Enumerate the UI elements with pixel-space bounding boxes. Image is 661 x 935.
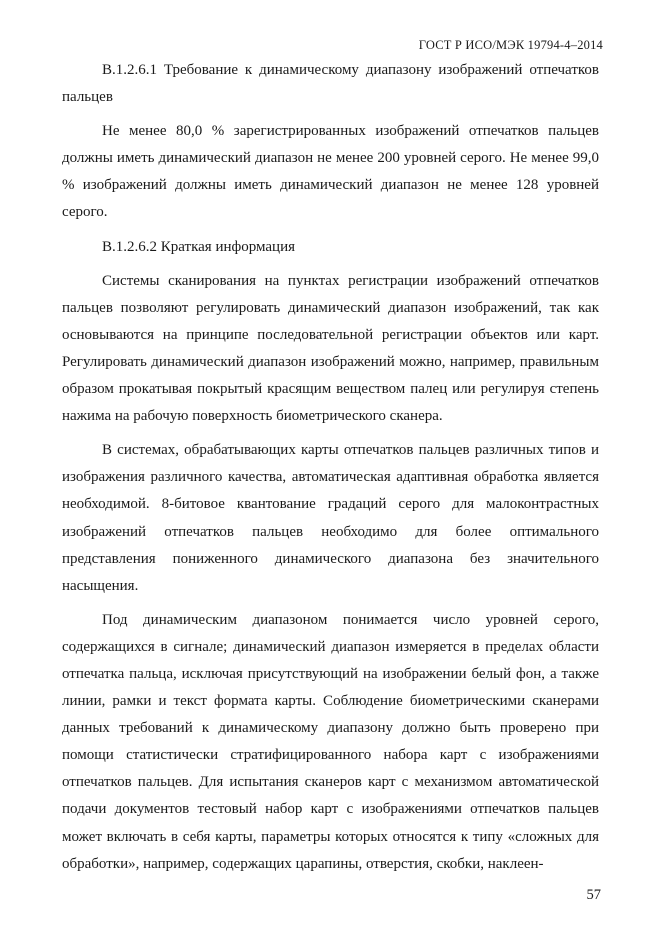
paragraph-scanning-systems: Системы сканирования на пунктах регистрации изображений отпечатков пальцев позволяют регулировать динамический диапазон изображений, так как основываются на принципе последовательной регистрации объектов или карт. Регулировать динамический диапазон изображений можно, например, правильным образом прокатывая покрытый красящим веществом палец или регулируя степень нажима на рабочую поверхность биометрического сканера. xyxy=(62,272,599,425)
document-body xyxy=(62,57,599,878)
section-heading-b1262: B.1.2.6.2 Краткая информация xyxy=(102,238,296,255)
page-number: 57 xyxy=(586,887,601,903)
paragraph-card-processing: В системах, обрабатывающих карты отпечатков пальцев различных типов и изображения различного качества, автоматическая адаптивная обработка является необходимой. 8-битовое квантование градаций серого для малоконтрастных изображений отпечатков пальцев необходимо для более оптимального представления пониженного динамического диапазона без значительного насыщения. xyxy=(62,442,599,594)
section-heading-b1261: B.1.2.6.1 Требование к динамическому диапазону изображений отпечатков пальцев xyxy=(62,62,599,106)
document-header: ГОСТ Р ИСО/МЭК 19794-4–2014 xyxy=(418,38,603,52)
paragraph-requirement: Не менее 80,0 % зарегистрированных изображений отпечатков пальцев должны иметь динамический диапазон не менее 200 уровней серого. Не менее 99,0 % изображений должны иметь динамический диапазон не менее 128 уровней серого. xyxy=(62,123,599,221)
paragraph-dynamic-range-definition: Под динамическим диапазоном понимается число уровней серого, содержащихся в сигнале; динамический диапазон измеряется в пределах области отпечатка пальца, исключая присутствующий на изображении белый фон, а также линии, рамки и текст формата карты. Соблюдение биометрическими сканерами данных требований к динамическому диапазону должно быть проверено при помощи статистически стратифицированного набора карт с изображениями отпечатков пальцев. Для испытания сканеров карт с механизмом автоматической подачи документов тестовый набор карт с изображениями отпечатков пальцев может включать в себя карты, параметры которых относятся к типу «сложных для обработки», например, содержащих царапины, отверстия, скобки, наклеен- xyxy=(62,611,599,872)
